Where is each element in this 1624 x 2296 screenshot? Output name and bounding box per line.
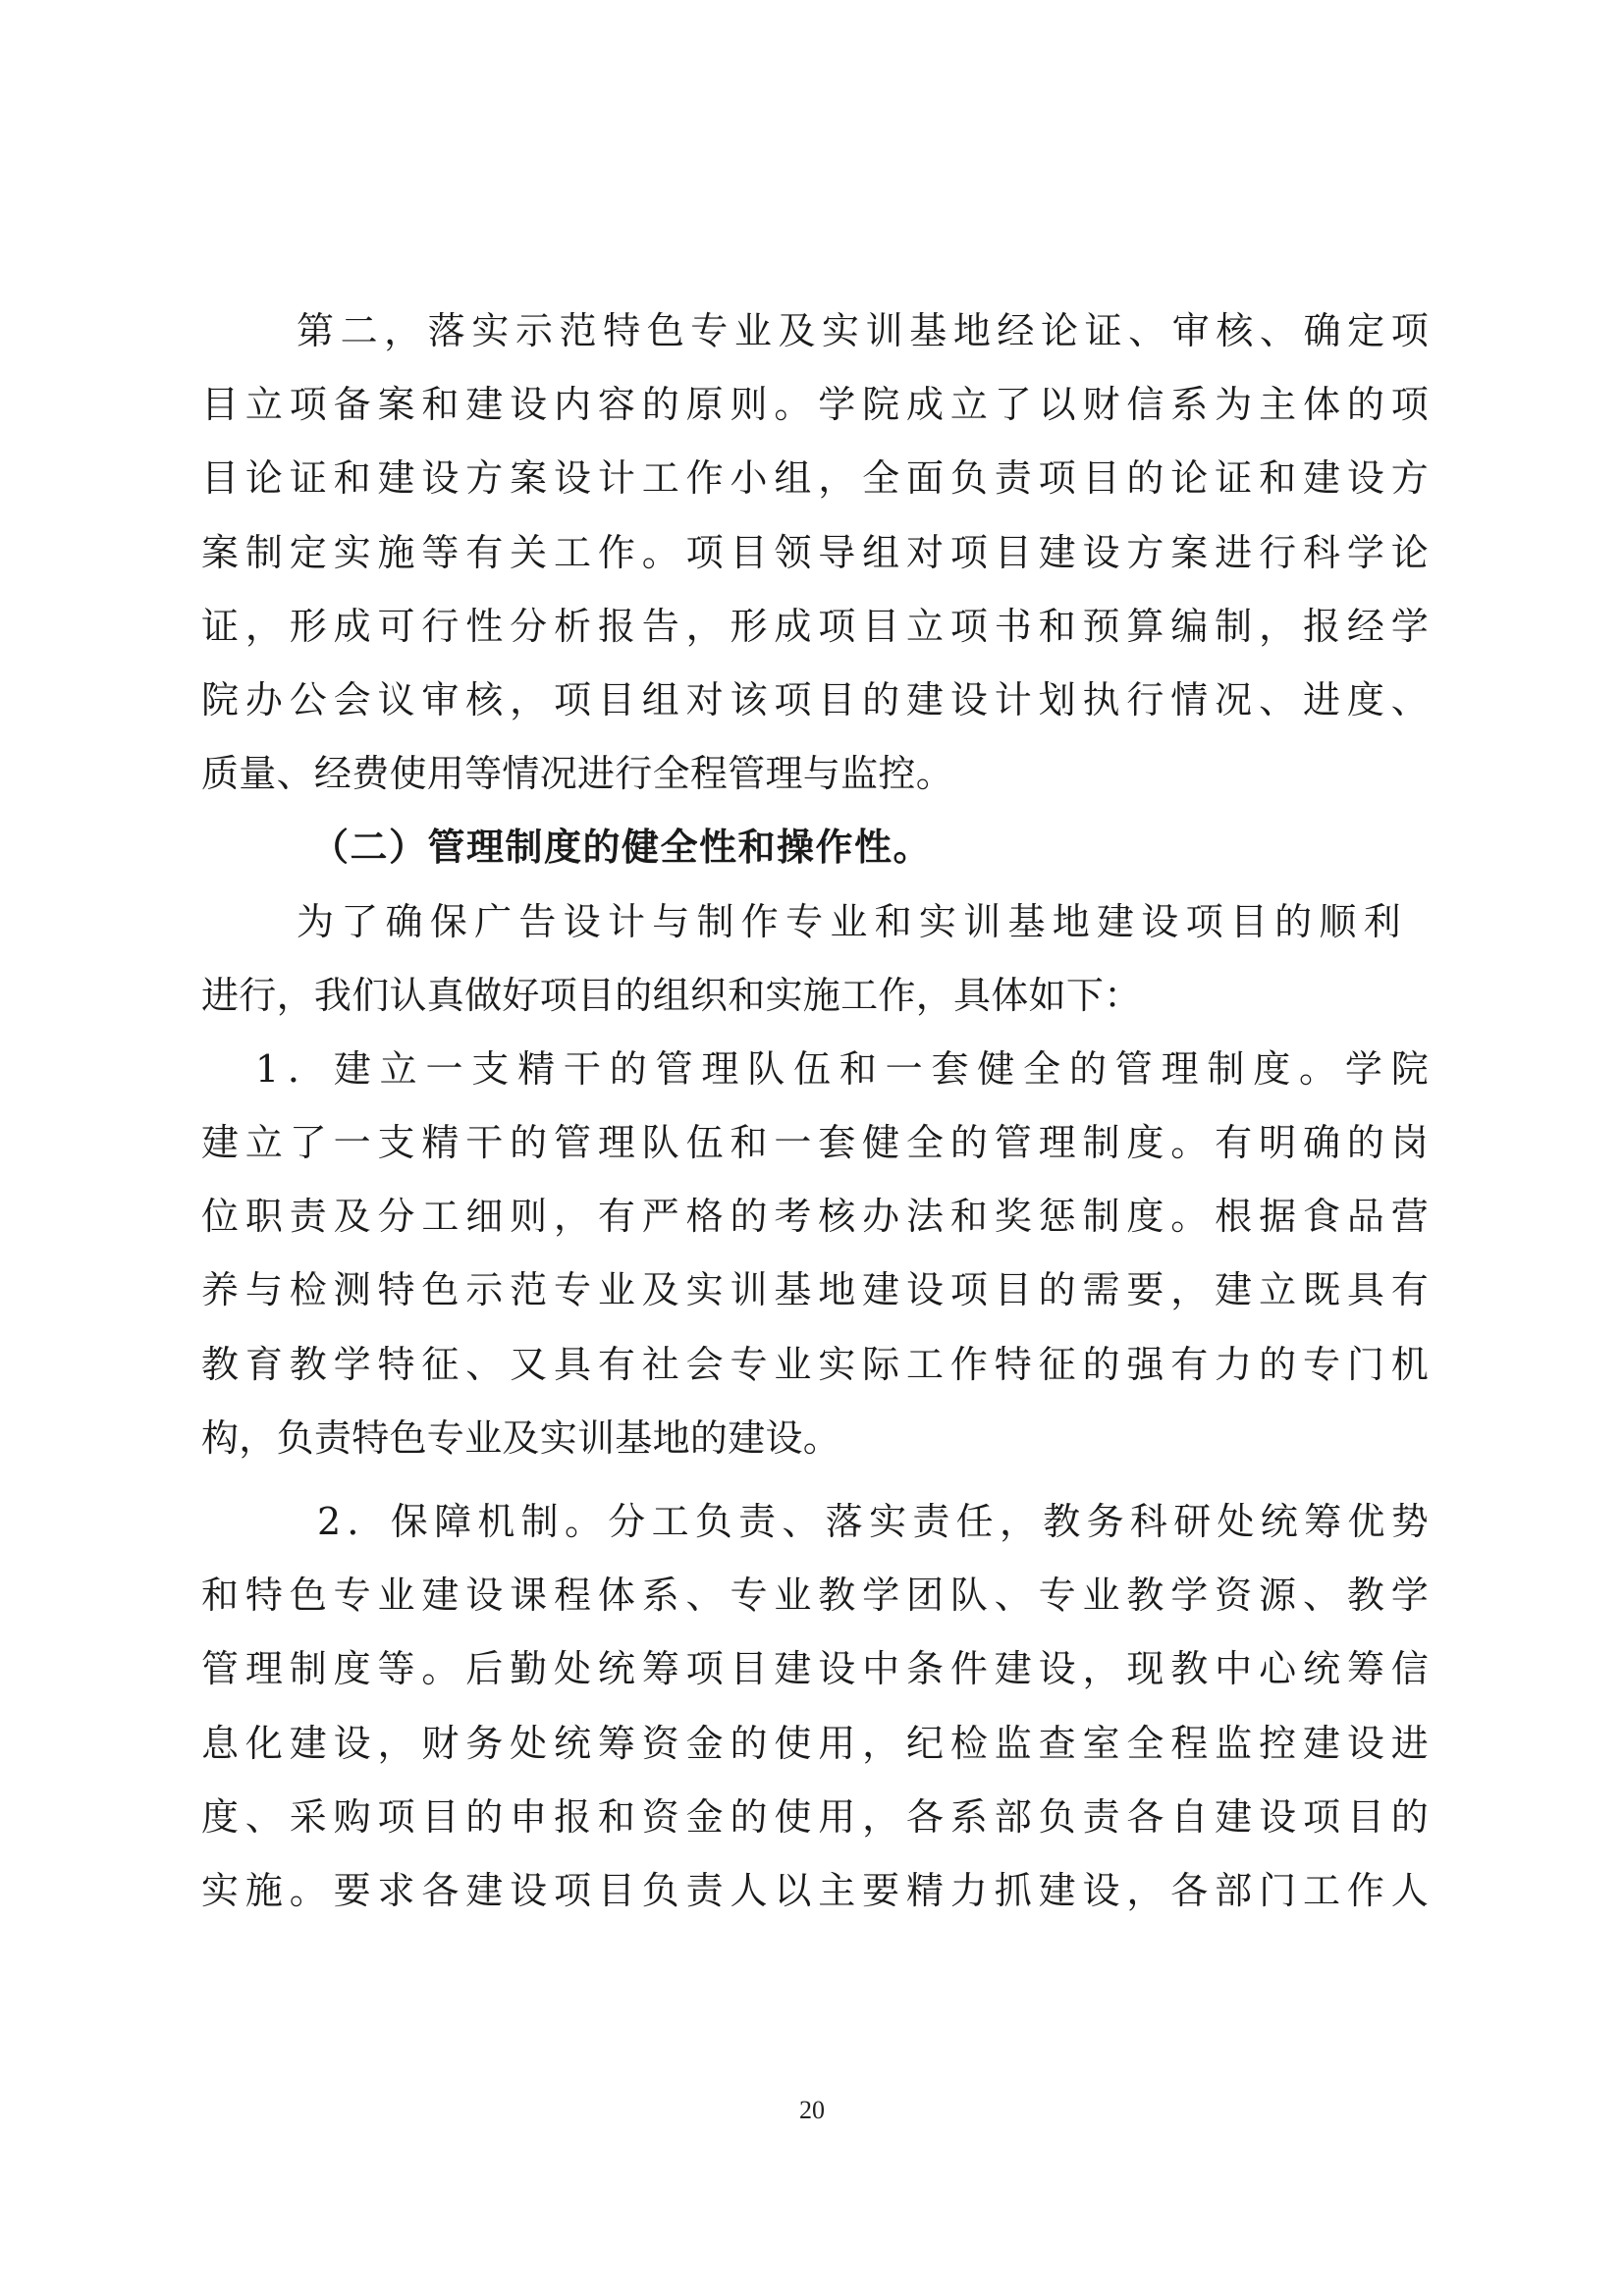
paragraph-line: 院办公会议审核，项目组对该项目的建设计划执行情况、进度、 bbox=[201, 677, 1429, 721]
paragraph-line: 养与检测特色示范专业及实训基地建设项目的需要，建立既具有 bbox=[201, 1268, 1429, 1312]
paragraph-line: 为了确保广告设计与制作专业和实训基地建设项目的顺利 bbox=[297, 899, 1401, 943]
paragraph-line: 构，负责特色专业及实训基地的建设。 bbox=[201, 1415, 841, 1460]
paragraph-line: 建立了一支精干的管理队伍和一套健全的管理制度。有明确的岗 bbox=[201, 1121, 1429, 1165]
paragraph-line: 和特色专业建设课程体系、专业教学团队、专业教学资源、教学 bbox=[201, 1574, 1429, 1618]
paragraph-line: 度、采购项目的申报和资金的使用，各系部负责各自建设项目的 bbox=[201, 1794, 1429, 1839]
paragraph-line: 案制定实施等有关工作。项目领导组对项目建设方案进行科学论 bbox=[201, 530, 1429, 574]
paragraph-line: 目立项备案和建设内容的原则。学院成立了以财信系为主体的项 bbox=[201, 383, 1429, 427]
body-text bbox=[201, 294, 1429, 1928]
paragraph-line: 目论证和建设方案设计工作小组，全面负责项目的论证和建设方 bbox=[201, 456, 1429, 501]
paragraph-line: 位职责及分工细则，有严格的考核办法和奖惩制度。根据食品营 bbox=[201, 1195, 1429, 1239]
section-heading: （二）管理制度的健全性和操作性。 bbox=[311, 826, 933, 870]
paragraph-line: 实施。要求各建设项目负责人以主要精力抓建设，各部门工作人 bbox=[201, 1868, 1429, 1912]
paragraph-line: 2．保障机制。分工负责、落实责任，教务科研处统筹优势 bbox=[317, 1500, 1429, 1543]
page-number: 20 bbox=[799, 2096, 825, 2124]
paragraph-line: 证，形成可行性分析报告，形成项目立项书和预算编制，报经学 bbox=[201, 604, 1429, 648]
paragraph-line: 息化建设，财务处统筹资金的使用，纪检监查室全程监控建设进 bbox=[201, 1721, 1429, 1765]
paragraph-line: 质量、经费使用等情况进行全程管理与监控。 bbox=[201, 752, 954, 796]
paragraph-line: 第二，落实示范特色专业及实训基地经论证、审核、确定项 bbox=[297, 309, 1429, 352]
paragraph-line: 1．建立一支精干的管理队伍和一套健全的管理制度。学院 bbox=[255, 1046, 1429, 1091]
paragraph-line: 管理制度等。后勤处统筹项目建设中条件建设，现教中心统筹信 bbox=[201, 1647, 1429, 1691]
paragraph-line: 进行，我们认真做好项目的组织和实施工作，具体如下： bbox=[201, 973, 1142, 1017]
paragraph-line: 教育教学特征、又具有社会专业实际工作特征的强有力的专门机 bbox=[201, 1342, 1429, 1386]
